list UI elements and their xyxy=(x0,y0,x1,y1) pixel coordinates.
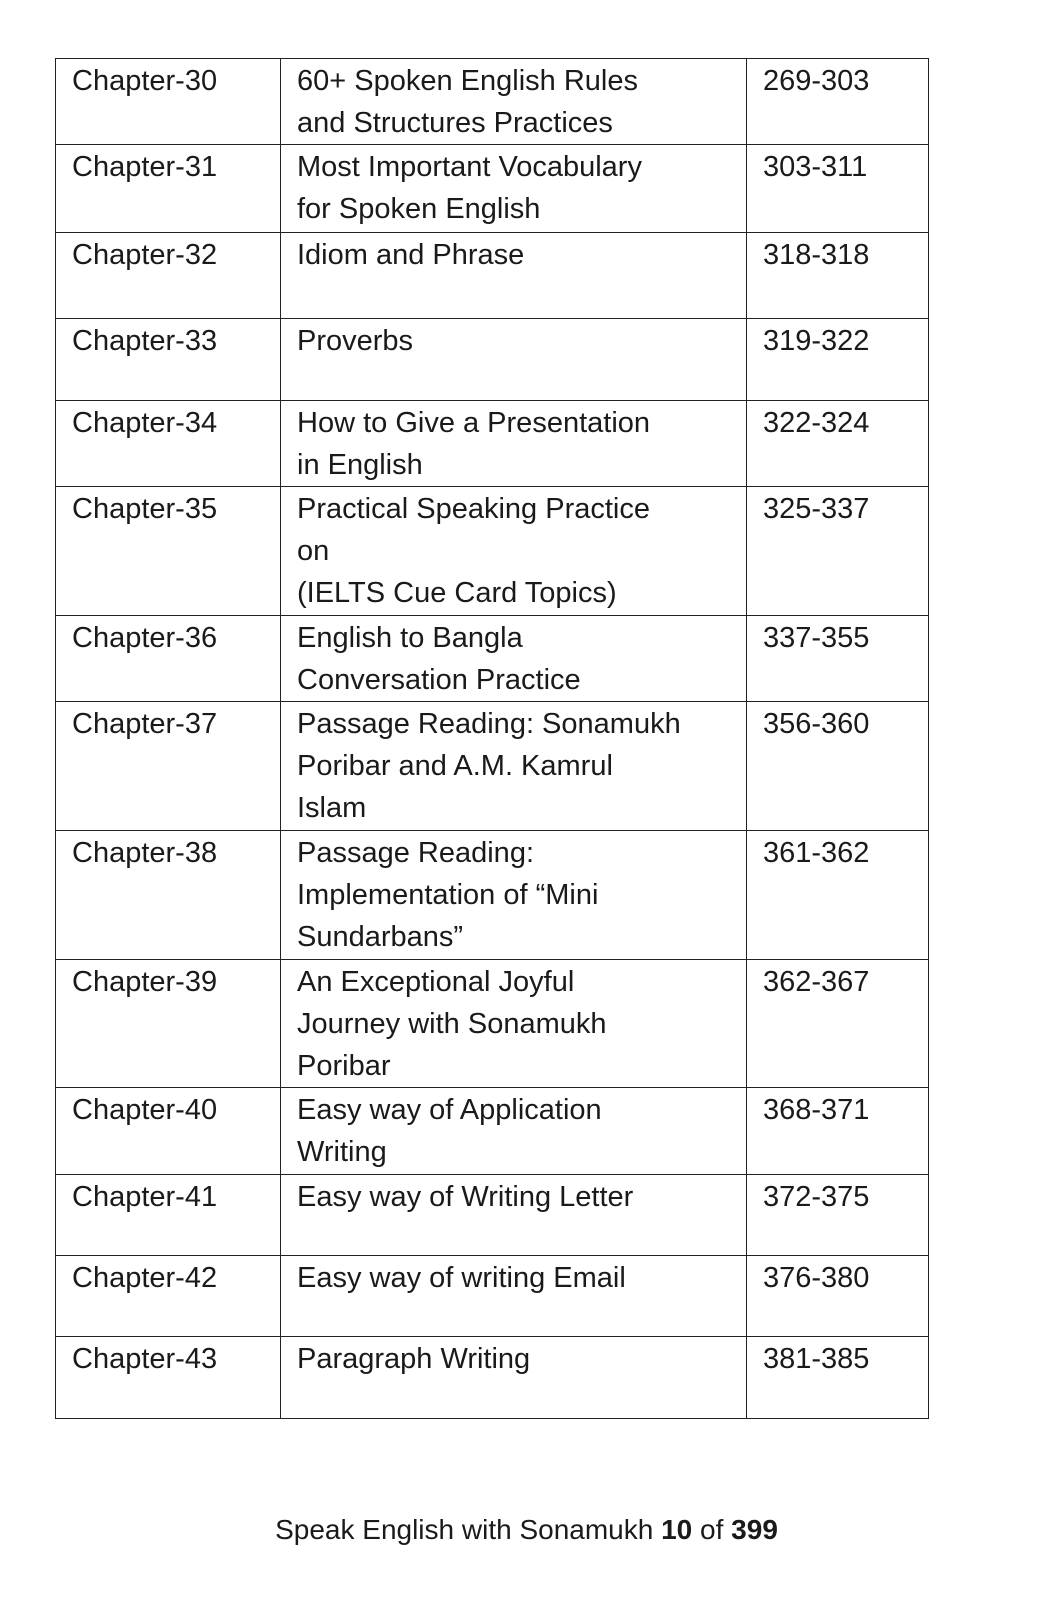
table-row xyxy=(56,616,929,702)
chapter-title-line: Sundarbans” xyxy=(297,921,464,953)
page-range-cell: 381-385 xyxy=(747,1337,929,1419)
table-row xyxy=(56,1088,929,1175)
chapter-cell: Chapter-35 xyxy=(56,487,281,616)
chapter-title-line: Easy way of writing Email xyxy=(297,1262,626,1294)
chapter-cell: Chapter-42 xyxy=(56,1256,281,1337)
table-row xyxy=(56,319,929,401)
chapter-title-cell xyxy=(281,960,747,1088)
chapter-cell: Chapter-32 xyxy=(56,233,281,319)
chapter-title-line: for Spoken English xyxy=(297,193,541,225)
chapter-title-line: An Exceptional Joyful xyxy=(297,966,575,998)
toc-body xyxy=(56,59,929,1419)
footer-total-pages: 399 xyxy=(731,1514,778,1545)
page-range-cell: 303-311 xyxy=(747,145,929,233)
chapter-title-line: Writing xyxy=(297,1136,387,1168)
chapter-title-line: Implementation of “Mini xyxy=(297,879,599,911)
chapter-cell: Chapter-30 xyxy=(56,59,281,145)
chapter-title-line: Idiom and Phrase xyxy=(297,239,525,271)
chapter-title-cell xyxy=(281,319,747,401)
page-range-cell: 269-303 xyxy=(747,59,929,145)
page-range-cell: 362-367 xyxy=(747,960,929,1088)
chapter-cell: Chapter-43 xyxy=(56,1337,281,1419)
table-row xyxy=(56,145,929,233)
chapter-title-cell xyxy=(281,1175,747,1256)
table-row xyxy=(56,1256,929,1337)
chapter-title-cell xyxy=(281,1256,747,1337)
chapter-title-line: Islam xyxy=(297,792,367,824)
table-row xyxy=(56,401,929,487)
chapter-cell: Chapter-38 xyxy=(56,831,281,960)
page-footer xyxy=(0,1512,1053,1548)
chapter-cell: Chapter-33 xyxy=(56,319,281,401)
chapter-title-cell xyxy=(281,487,747,616)
footer-page-number: 10 xyxy=(661,1514,693,1545)
table-row xyxy=(56,831,929,960)
table-row xyxy=(56,1175,929,1256)
chapter-title-cell xyxy=(281,401,747,487)
chapter-title-line: on xyxy=(297,535,330,567)
table-row xyxy=(56,1337,929,1419)
chapter-title-cell xyxy=(281,616,747,702)
chapter-title-cell xyxy=(281,1088,747,1175)
table-row xyxy=(56,59,929,145)
chapter-title-line: Proverbs xyxy=(297,325,414,357)
chapter-title-line: (IELTS Cue Card Topics) xyxy=(297,577,617,609)
chapter-title-line: in English xyxy=(297,449,423,481)
chapter-title-line: English to Bangla xyxy=(297,622,523,654)
chapter-title-cell xyxy=(281,59,747,145)
table-row xyxy=(56,233,929,319)
chapter-title-line: Most Important Vocabulary xyxy=(297,151,642,183)
chapter-title-line: and Structures Practices xyxy=(297,107,613,139)
chapter-title-cell xyxy=(281,1337,747,1419)
page-range-cell: 318-318 xyxy=(747,233,929,319)
chapter-cell: Chapter-36 xyxy=(56,616,281,702)
chapter-cell: Chapter-37 xyxy=(56,702,281,831)
chapter-title-line: Passage Reading: xyxy=(297,837,534,869)
chapter-cell: Chapter-34 xyxy=(56,401,281,487)
chapter-title-line: Poribar xyxy=(297,1050,391,1082)
page-range-cell: 361-362 xyxy=(747,831,929,960)
chapter-title-line: 60+ Spoken English Rules xyxy=(297,65,638,97)
footer-of-label: of xyxy=(700,1514,724,1545)
chapter-title-line: Conversation Practice xyxy=(297,664,581,696)
chapter-cell: Chapter-31 xyxy=(56,145,281,233)
chapter-cell: Chapter-40 xyxy=(56,1088,281,1175)
chapter-title-cell xyxy=(281,233,747,319)
page-range-cell: 376-380 xyxy=(747,1256,929,1337)
chapter-cell: Chapter-41 xyxy=(56,1175,281,1256)
chapter-title-line: Poribar and A.M. Kamrul xyxy=(297,750,613,782)
chapter-title-line: Easy way of Application xyxy=(297,1094,602,1126)
table-row xyxy=(56,702,929,831)
page-range-cell: 322-324 xyxy=(747,401,929,487)
page-range-cell: 372-375 xyxy=(747,1175,929,1256)
chapter-title-line: Easy way of Writing Letter xyxy=(297,1181,634,1213)
chapter-title-line: Practical Speaking Practice xyxy=(297,493,650,525)
chapter-title-cell xyxy=(281,831,747,960)
page-range-cell: 337-355 xyxy=(747,616,929,702)
chapter-title-cell xyxy=(281,702,747,831)
page-range-cell: 368-371 xyxy=(747,1088,929,1175)
chapter-title-line: How to Give a Presentation xyxy=(297,407,651,439)
chapter-title-cell xyxy=(281,145,747,233)
table-of-contents xyxy=(55,58,929,1419)
footer-book-title: Speak English with Sonamukh xyxy=(275,1514,654,1545)
chapter-title-line: Journey with Sonamukh xyxy=(297,1008,607,1040)
chapter-title-line: Passage Reading: Sonamukh xyxy=(297,708,681,740)
chapter-title-line: Paragraph Writing xyxy=(297,1343,531,1375)
table-row xyxy=(56,960,929,1088)
chapter-cell: Chapter-39 xyxy=(56,960,281,1088)
page-range-cell: 319-322 xyxy=(747,319,929,401)
page-range-cell: 356-360 xyxy=(747,702,929,831)
table-row xyxy=(56,487,929,616)
page-range-cell: 325-337 xyxy=(747,487,929,616)
